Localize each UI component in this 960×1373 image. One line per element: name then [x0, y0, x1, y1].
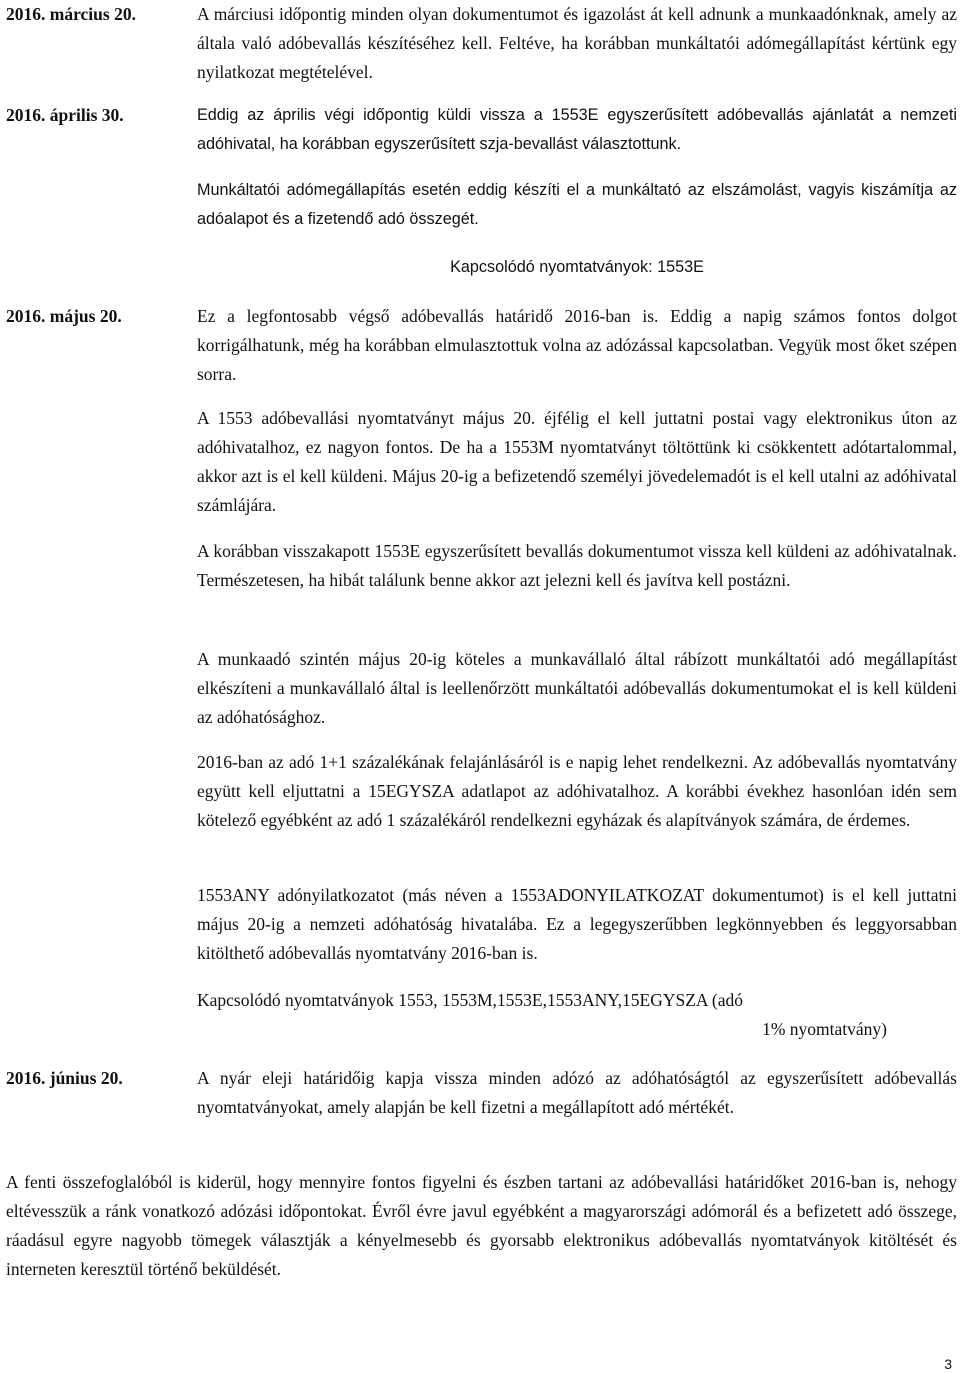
entry-paragraph: A nyár eleji határidőig kapja vissza minden adózó az adóhatóságtól az egyszerűsített adóbevallás nyomtatványokat, amely alapján be kell fizetni a megállapított adó mértékét. [197, 1068, 957, 1117]
entry-date: 2016. június 20. [6, 1068, 123, 1088]
entry-paragraph: A 1553 adóbevallási nyomtatványt május 20. éjfélig el kell juttatni postai vagy elektronikus úton az adóhivatalhoz, ez nagyon fontos. De ha a 1553M nyomtatványt töltöttünk ki csökkentett adótartalommal, akkor azt is el kell küldeni. Május 20-ig a befizetendő személyi jövedelemadót is el kell utalni az adóhivatal számlájára. [197, 408, 957, 515]
page-number: 3 [944, 1356, 952, 1372]
entry-paragraph: Eddig az április végi időpontig küldi vissza a 1553E egyszerűsített adóbevallás ajánlatát a nemzeti adóhivatal, ha korábban egyszerűsített szja-bevallást választottunk. [197, 106, 957, 153]
related-forms: Kapcsolódó nyomtatványok: 1553E [450, 258, 704, 276]
entry-paragraph: Munkáltatói adómegállapítás esetén eddig készíti el a munkáltató az elszámolást, vagyis kiszámítja az adóalapot és a fizetendő adó összegét. [197, 181, 957, 228]
related-forms-line1: Kapcsolódó nyomtatványok 1553, 1553M,1553E,1553ANY,15EGYSZA (adó [197, 990, 744, 1010]
entry-paragraph: 1553ANY adónyilatkozatot (más néven a 1553ADONYILATKOZAT dokumentumot) is el kell juttatni május 20-ig a nemzeti adóhatóság hivatalába. Ez a legegyszerűbben legkönnyebben és leggyorsabban kitölthető adóbevallás nyomtatvány 2016-ban is. [197, 885, 957, 963]
entry-paragraph: Ez a legfontosabb végső adóbevallás határidő 2016-ban is. Eddig a napig számos fontos dolgot korrigálhatunk, még ha korábban elmulasztottuk volna az adózással kapcsolatban. Vegyük most őket szépen sorra. [197, 306, 957, 384]
entry-paragraph: 2016-ban az adó 1+1 százalékának felajánlásáról is e napig lehet rendelkezni. Az adóbevallás nyomtatvány együtt kell eljuttatni a 15EGYSZA adatlapot az adóhivatalhoz. A korábbi évekhez hasonlóan idén sem kötelező egyébként az adó 1 százalékáról rendelkezni egyházak és alapítványok számára, de érdemes. [197, 752, 957, 830]
related-forms [197, 986, 887, 1044]
entry-paragraph: A munkaadó szintén május 20-ig köteles a munkavállaló által rábízott munkáltatói adó megállapítást elkészíteni a munkavállaló által is leellenőrzött munkáltatói adóbevallás dokumentumokat el is kell küldeni az adóhatósághoz. [197, 649, 957, 727]
entry-paragraph: A márciusi időpontig minden olyan dokumentumot és igazolást át kell adnunk a munkaadónknak, amely az általa való adóbevallás készítéséhez kell. Feltéve, ha korábban munkáltatói adómegállapítást kértünk egy nyilatkozat megtételével. [197, 4, 957, 82]
entry-paragraph: A korábban visszakapott 1553E egyszerűsített bevallás dokumentumot vissza kell küldeni az adóhivatalnak. Természetesen, ha hibát találunk benne akkor azt jelezni kell és javítva kell postázni. [197, 541, 957, 590]
summary-paragraph: A fenti összefoglalóból is kiderül, hogy mennyire fontos figyelni és észben tartani az adóbevallási határidőket 2016-ban is, nehogy eltévesszük a ránk vonatkozó adózási időpontokat. Évről évre javul egyébként a magyarországi adómorál és a befizetett adó összege, ráadásul egyre nagyobb tömegek választják a kényelmesebb és gyorsabb elektronikus adóbevallás nyomtatványok kitöltését és interneten keresztül történő beküldését. [6, 1172, 957, 1279]
entry-date: 2016. április 30. [6, 105, 124, 125]
related-forms-line2: 1% nyomtatvány) [762, 1019, 887, 1039]
entry-date: 2016. május 20. [6, 306, 122, 326]
entry-date: 2016. március 20. [6, 4, 136, 24]
